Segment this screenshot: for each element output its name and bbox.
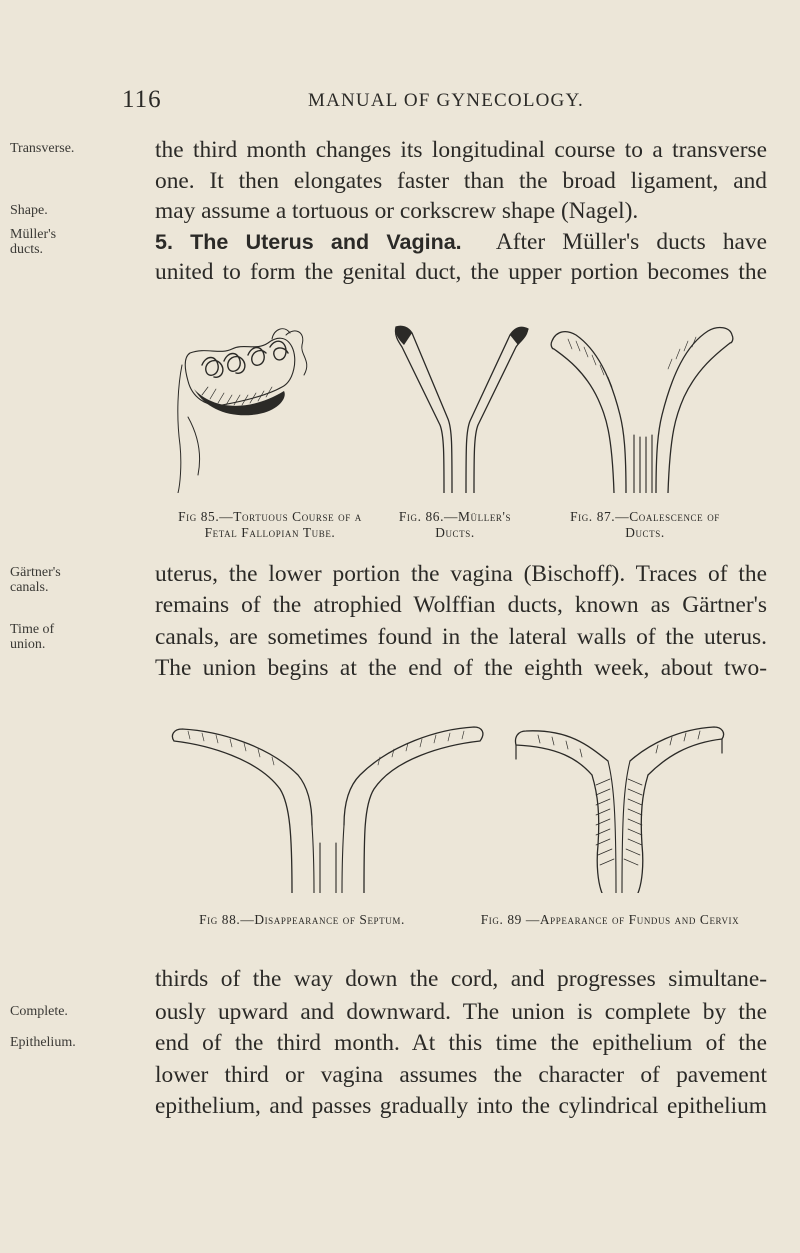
body-text-line: end of the third month. At this time the epithelium of the [155,1030,767,1056]
fig85-dark-body [194,389,285,415]
caption-line: Ducts. [625,525,665,540]
fig89-hatching [538,731,700,865]
body-text-line: epithelium, and passes gradually into the cylindrical epithelium [155,1093,767,1119]
caption-line: Fetal Fallopian Tube. [204,525,336,540]
body-text-line: united to form the genital duct, the upper portion becomes the [155,259,767,285]
margin-note-line: Time of [10,622,55,637]
page-header [0,86,800,112]
fig87-inner-left [634,435,640,493]
margin-note-line: union. [10,637,46,652]
fig86-left-duct [395,326,452,493]
figure-87-coalescence [548,325,736,493]
margin-note-mullers-ducts [10,227,56,257]
fig85-fimbria [272,329,307,375]
fig87-left-arm [551,332,626,493]
caption-fig-87 [545,509,745,541]
fig87-inner-right [646,435,652,493]
margin-note-line: Gärtner's [10,565,61,580]
margin-note-time-of-union [10,622,54,652]
margin-note-epithelium: Epithelium. [10,1035,76,1050]
fig88-cavity [312,825,344,893]
fig86-right-tip [510,327,528,345]
fig88-right-arm [344,727,483,893]
margin-note-line: ducts. [10,242,44,257]
margin-note-gartners-canals [10,565,61,595]
fig88-left-arm [172,729,312,893]
margin-note-shape: Shape. [10,203,48,218]
body-text-line: ously upward and downward. The union is complete by the [155,999,767,1025]
body-text-line: canals, are sometimes found in the lateral walls of the uterus. [155,624,767,650]
body-text-line: remains of the atrophied Wolffian ducts, known as Gärtner's [155,592,767,618]
caption-fig-89: Fig. 89 —Appearance of Fundus and Cervix [480,912,740,927]
fig87-right-arm [656,328,733,493]
caption-fig-85 [170,509,370,541]
body-text-line-section-heading [155,227,767,257]
body-text-line: The union begins at the end of the eighth week, about two- [155,655,767,681]
figure-85-tortuous-tube [172,325,322,493]
caption-fig-86 [370,509,540,541]
section-heading: 5. The Uterus and Vagina. [155,230,462,254]
figure-89-fundus-and-cervix [508,725,730,893]
body-text-line: thirds of the way down the cord, and progresses simultane- [155,966,767,992]
caption-line: Fig. 87.—Coalescence of [570,509,720,524]
fig88-hatching [188,731,464,765]
body-text-line: the third month changes its longitudinal course to a transverse [155,137,767,163]
caption-fig-88: Fig 88.—Disappearance of Septum. [199,912,405,927]
margin-note-transverse: Transverse. [10,141,75,156]
margin-note-line: canals. [10,580,49,595]
margin-note-complete: Complete. [10,1004,68,1019]
body-text-line: may assume a tortuous or corkscrew shape (Nagel). [155,198,639,224]
body-text-line: lower third or vagina assumes the character of pavement [155,1062,767,1088]
caption-line: Ducts. [435,525,475,540]
caption-line: Fig 85.—Tortuous Course of a [178,509,362,524]
body-text-line: uterus, the lower portion the vagina (Bischoff). Traces of the [155,561,767,587]
margin-note-line: Müller's [10,227,57,242]
fig89-top-band [515,727,723,775]
running-title: MANUAL OF GYNECOLOGY. [308,90,584,111]
body-text-span: After Müller's ducts have [495,229,768,255]
figure-86-mullers-ducts [392,325,532,493]
fig86-right-duct [466,327,528,493]
caption-line: Fig. 86.—Müller's [398,509,512,524]
fig89-cavity [608,761,630,893]
body-text-line: one. It then elongates faster than the broad ligament, and [155,168,767,194]
figure-88-disappearance-of-septum [168,725,490,893]
page-number: 116 [122,86,162,113]
